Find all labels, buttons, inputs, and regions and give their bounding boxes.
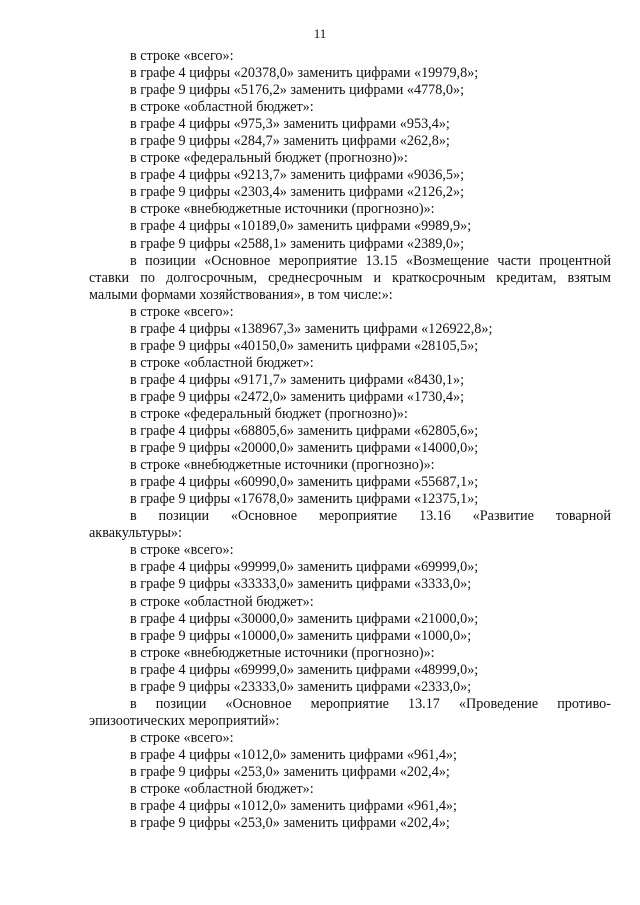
text-line: в графе 9 цифры «253,0» заменить цифрами «202,4»; [130, 763, 450, 780]
text-line: в графе 4 цифры «1012,0» заменить цифрами «961,4»; [130, 798, 457, 815]
text-line: в графе 4 цифры «10189,0» заменить цифрами «9989,9»; [130, 218, 472, 235]
text-line: в строке «областной бюджет»: [130, 781, 314, 798]
text-line: в строке «внебюджетные источники (прогнозно)»: [130, 201, 435, 218]
text-line: в графе 4 цифры «9213,7» заменить цифрами «9036,5»; [130, 167, 465, 184]
text-line: в графе 4 цифры «20378,0» заменить цифрами «19979,8»; [130, 65, 479, 82]
text-line: в позиции «Основное мероприятие 13.17 «Проведение противо- [130, 695, 611, 712]
text-line: в графе 9 цифры «284,7» заменить цифрами «262,8»; [130, 133, 450, 150]
text-line: в графе 4 цифры «60990,0» заменить цифрами «55687,1»; [130, 474, 479, 491]
text-line: в графе 9 цифры «17678,0» заменить цифрами «12375,1»; [130, 491, 479, 508]
page-number: 11 [313, 26, 327, 41]
text-line: в графе 4 цифры «975,3» заменить цифрами «953,4»; [130, 116, 450, 133]
text-line: в графе 4 цифры «138967,3» заменить цифрами «126922,8»; [130, 320, 493, 337]
text-line: в строке «всего»: [130, 542, 234, 559]
text-line: в графе 4 цифры «99999,0» заменить цифрами «69999,0»; [130, 559, 479, 576]
text-line: в графе 4 цифры «30000,0» заменить цифрами «21000,0»; [130, 610, 479, 627]
text-line: малыми формами хозяйствования», в том числе:»: [89, 286, 393, 303]
document-body [89, 48, 611, 832]
text-line: в графе 9 цифры «40150,0» заменить цифрами «28105,5»; [130, 337, 479, 354]
text-line: в графе 4 цифры «1012,0» заменить цифрами «961,4»; [130, 746, 457, 763]
text-line: в графе 9 цифры «10000,0» заменить цифрами «1000,0»; [130, 627, 472, 644]
text-line: в графе 4 цифры «9171,7» заменить цифрами «8430,1»; [130, 371, 465, 388]
text-line: в графе 9 цифры «2472,0» заменить цифрами «1730,4»; [130, 388, 465, 405]
text-line: эпизоотических мероприятий»: [89, 712, 280, 729]
text-line: в графе 9 цифры «253,0» заменить цифрами «202,4»; [130, 815, 450, 832]
text-line: в строке «федеральный бюджет (прогнозно)»: [130, 405, 408, 422]
text-line: в строке «внебюджетные источники (прогнозно)»: [130, 644, 435, 661]
text-line: в графе 9 цифры «20000,0» заменить цифрами «14000,0»; [130, 440, 479, 457]
text-line: в строке «областной бюджет»: [130, 354, 314, 371]
text-line: аквакультуры»: [89, 525, 182, 542]
text-line: в графе 9 цифры «5176,2» заменить цифрами «4778,0»; [130, 82, 465, 99]
text-line: в строке «федеральный бюджет (прогнозно)»: [130, 150, 408, 167]
text-line: в графе 4 цифры «68805,6» заменить цифрами «62805,6»; [130, 423, 479, 440]
text-line: в графе 9 цифры «23333,0» заменить цифрами «2333,0»; [130, 678, 472, 695]
text-line: в графе 9 цифры «2588,1» заменить цифрами «2389,0»; [130, 235, 465, 252]
text-line: в строке «областной бюджет»: [130, 593, 314, 610]
text-line: в позиции «Основное мероприятие 13.16 «Развитие товарной [130, 508, 611, 525]
text-line: в строке «всего»: [130, 729, 234, 746]
text-line: в строке «всего»: [130, 303, 234, 320]
text-line: ставки по долгосрочным, среднесрочным и краткосрочным кредитам, взятым [89, 269, 611, 286]
text-line: в строке «внебюджетные источники (прогнозно)»: [130, 457, 435, 474]
text-line: в строке «всего»: [130, 48, 234, 64]
text-line: в строке «областной бюджет»: [130, 99, 314, 116]
text-line: в графе 9 цифры «2303,4» заменить цифрами «2126,2»; [130, 184, 465, 201]
text-line: в графе 4 цифры «69999,0» заменить цифрами «48999,0»; [130, 661, 479, 678]
text-line: в позиции «Основное мероприятие 13.15 «Возмещение части процентной [130, 252, 611, 269]
text-line: в графе 9 цифры «33333,0» заменить цифрами «3333,0»; [130, 576, 472, 593]
